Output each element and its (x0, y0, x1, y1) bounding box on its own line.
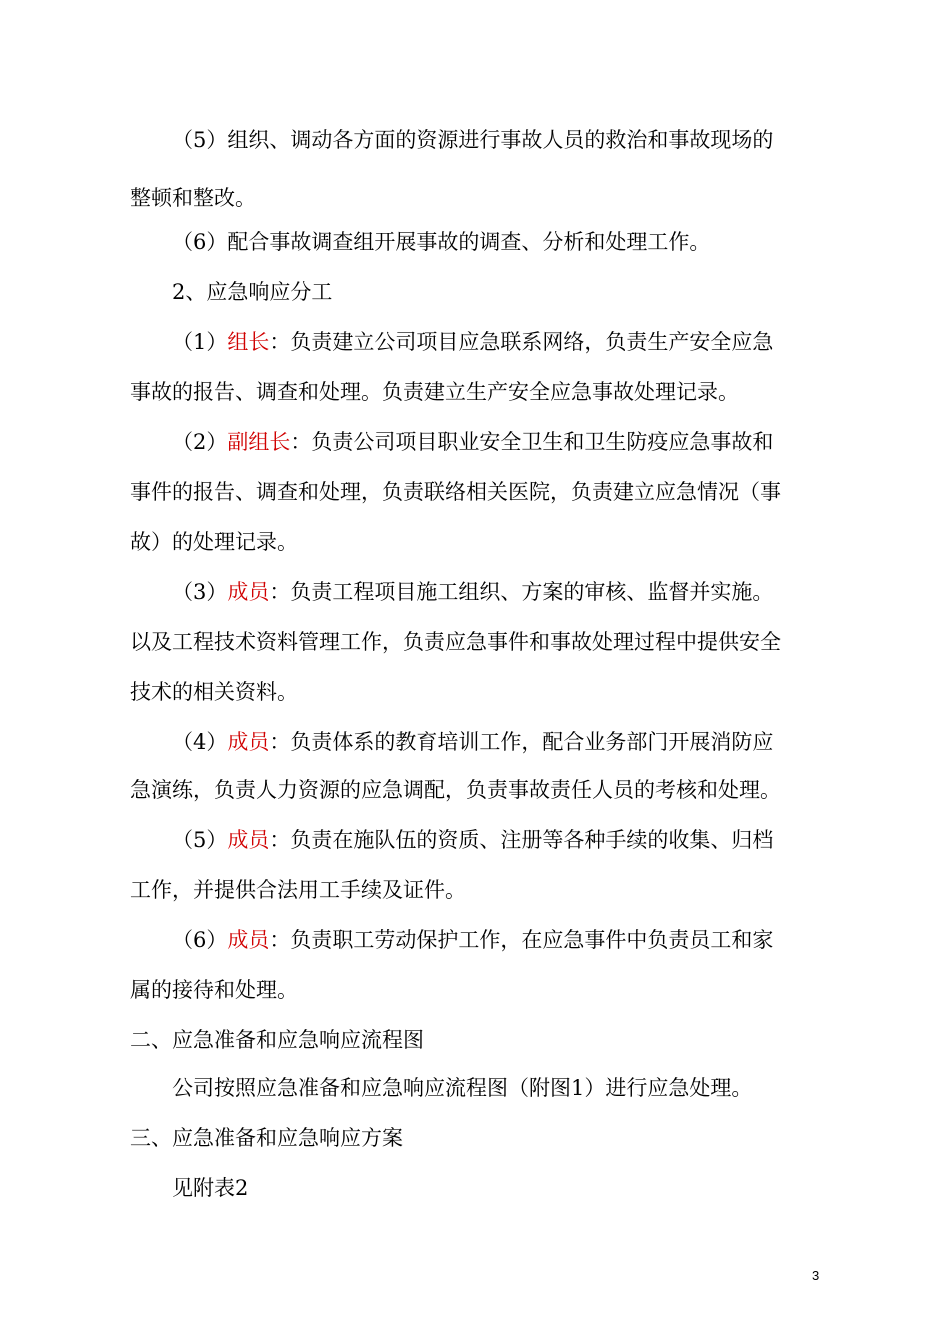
role2-line1-text: ：负责公司项目职业安全卫生和卫生防疫应急事故和 (290, 430, 774, 454)
role2-line1 (172, 428, 773, 456)
role4-prefix: （4） (172, 730, 228, 754)
role5-line2: 工作，并提供合法用工手续及证件。 (130, 878, 466, 902)
role5-line1-text: ：负责在施队伍的资质、注册等各种手续的收集、归档 (269, 828, 774, 852)
role5-prefix: （5） (172, 828, 228, 852)
role1-line1 (172, 328, 773, 356)
part3-text: 见附表2 (172, 1176, 249, 1200)
role3-prefix: （3） (172, 580, 228, 604)
part2-text: 公司按照应急准备和应急响应流程图（附图1）进行应急处理。 (172, 1076, 753, 1100)
role4-line1-text: ：负责体系的教育培训工作，配合业务部门开展消防应 (269, 730, 774, 754)
role2-line2: 事件的报告、调查和处理，负责联络相关医院，负责建立应急情况（事 (130, 480, 781, 504)
role6-line1-text: ：负责职工劳动保护工作，在应急事件中负责员工和家 (269, 928, 774, 952)
role5-title: 成员 (227, 828, 270, 852)
role6-line2: 属的接待和处理。 (130, 978, 298, 1002)
role1-line2: 事故的报告、调查和处理。负责建立生产安全应急事故处理记录。 (130, 380, 739, 404)
part3-heading: 三、应急准备和应急响应方案 (130, 1126, 403, 1150)
role6-prefix: （6） (172, 928, 228, 952)
role2-title: 副组长 (227, 430, 291, 454)
role5-line1 (172, 826, 773, 854)
role2-line3: 故）的处理记录。 (130, 530, 298, 554)
page-number: 3 (812, 1268, 820, 1283)
role4-line2: 急演练，负责人力资源的应急调配，负责事故责任人员的考核和处理。 (130, 778, 781, 802)
role3-line3: 技术的相关资料。 (130, 680, 298, 704)
item6-line1: （6）配合事故调查组开展事故的调查、分析和处理工作。 (172, 230, 711, 254)
section2-heading: 2、应急响应分工 (172, 280, 333, 304)
role6-line1 (172, 926, 773, 954)
role1-title: 组长 (227, 330, 270, 354)
role3-title: 成员 (227, 580, 270, 604)
role3-line1-text: ：负责工程项目施工组织、方案的审核、监督并实施。 (269, 580, 774, 604)
role6-title: 成员 (227, 928, 270, 952)
part2-heading: 二、应急准备和应急响应流程图 (130, 1028, 424, 1052)
role1-line1-text: ：负责建立公司项目应急联系网络，负责生产安全应急 (269, 330, 774, 354)
role2-prefix: （2） (172, 430, 228, 454)
role4-title: 成员 (227, 730, 270, 754)
item5-line1: （5）组织、调动各方面的资源进行事故人员的救治和事故现场的 (172, 128, 774, 152)
role3-line2: 以及工程技术资料管理工作，负责应急事件和事故处理过程中提供安全 (130, 630, 781, 654)
role4-line1 (172, 728, 773, 756)
role1-prefix: （1） (172, 330, 228, 354)
role3-line1 (172, 578, 773, 606)
item5-line2: 整顿和整改。 (130, 186, 256, 210)
